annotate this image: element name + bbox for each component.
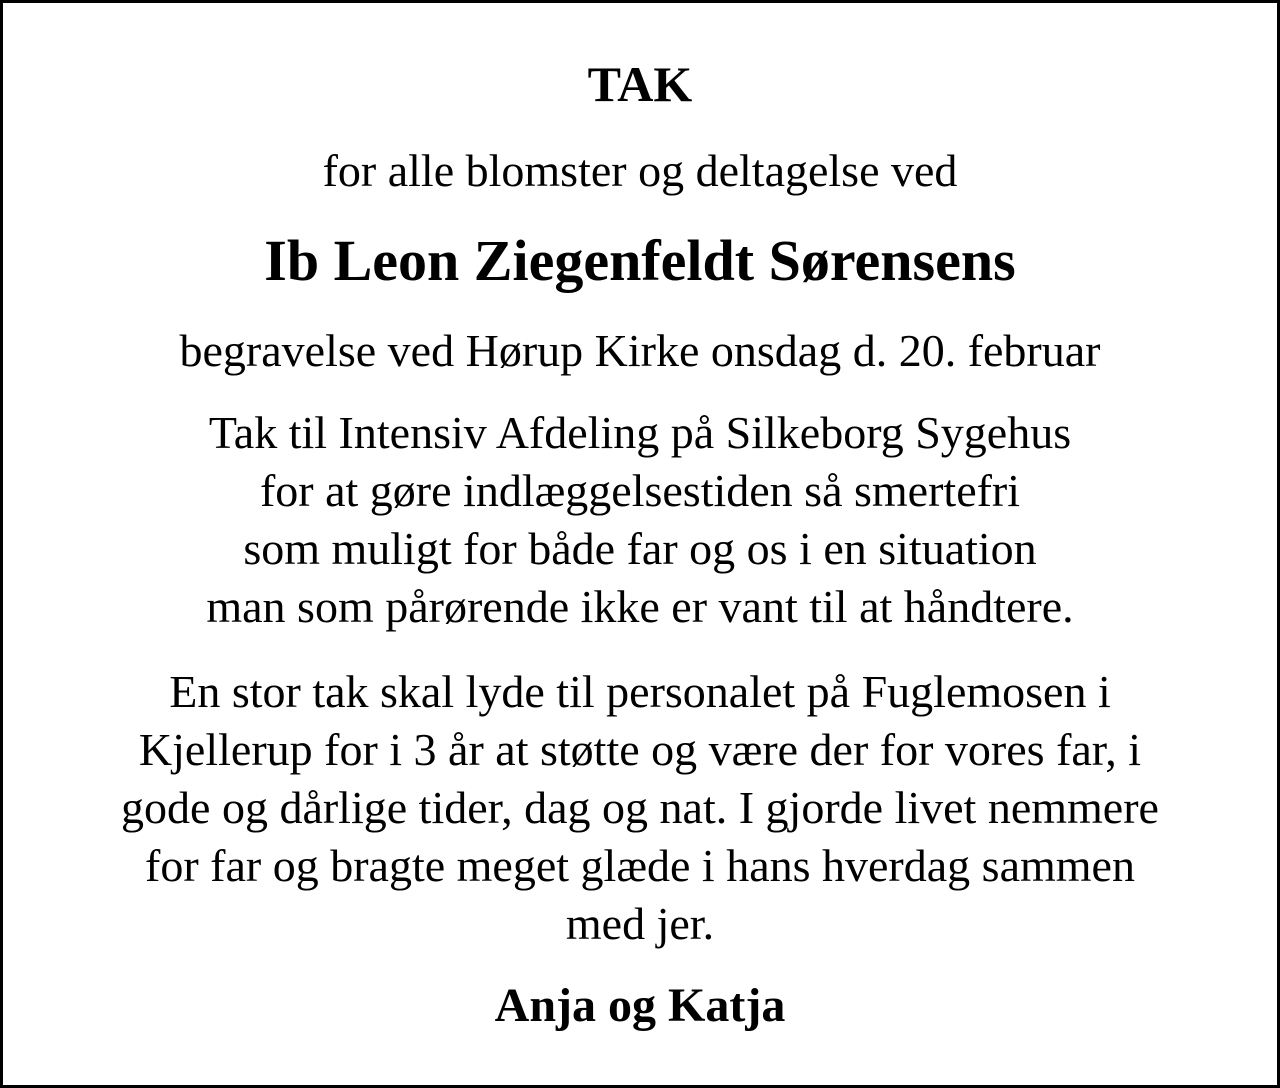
paragraph-line: En stor tak skal lyde til personalet på Fuglemosen i (169, 666, 1111, 717)
notice-heading: TAK (587, 56, 693, 112)
paragraph-line: med jer. (565, 898, 715, 949)
care-home-thanks-paragraph (3, 663, 1277, 953)
deceased-name: Ib Leon Ziegenfeldt Sørensens (264, 228, 1016, 293)
paragraph-line: som muligt for både far og os i en situation (243, 523, 1037, 574)
paragraph-line: Tak til Intensiv Afdeling på Silkeborg Sygehus (208, 407, 1072, 458)
funeral-details: begravelse ved Hørup Kirke onsdag d. 20. februar (179, 325, 1101, 376)
paragraph-line: Kjellerup for i 3 år at støtte og være der for vores far, i (138, 724, 1142, 775)
paragraph-line: for far og bragte meget glæde i hans hverdag sammen (145, 840, 1135, 891)
signature: Anja og Katja (494, 979, 786, 1032)
paragraph-line: gode og dårlige tider, dag og nat. I gjorde livet nemmere (121, 782, 1159, 833)
notice-intro: for alle blomster og deltagelse ved (322, 145, 958, 196)
paragraph-line: man som pårørende ikke er vant til at håndtere. (206, 581, 1074, 632)
paragraph-line: for at gøre indlæggelsestiden så smertefri (259, 465, 1021, 516)
hospital-thanks-paragraph (3, 404, 1277, 636)
